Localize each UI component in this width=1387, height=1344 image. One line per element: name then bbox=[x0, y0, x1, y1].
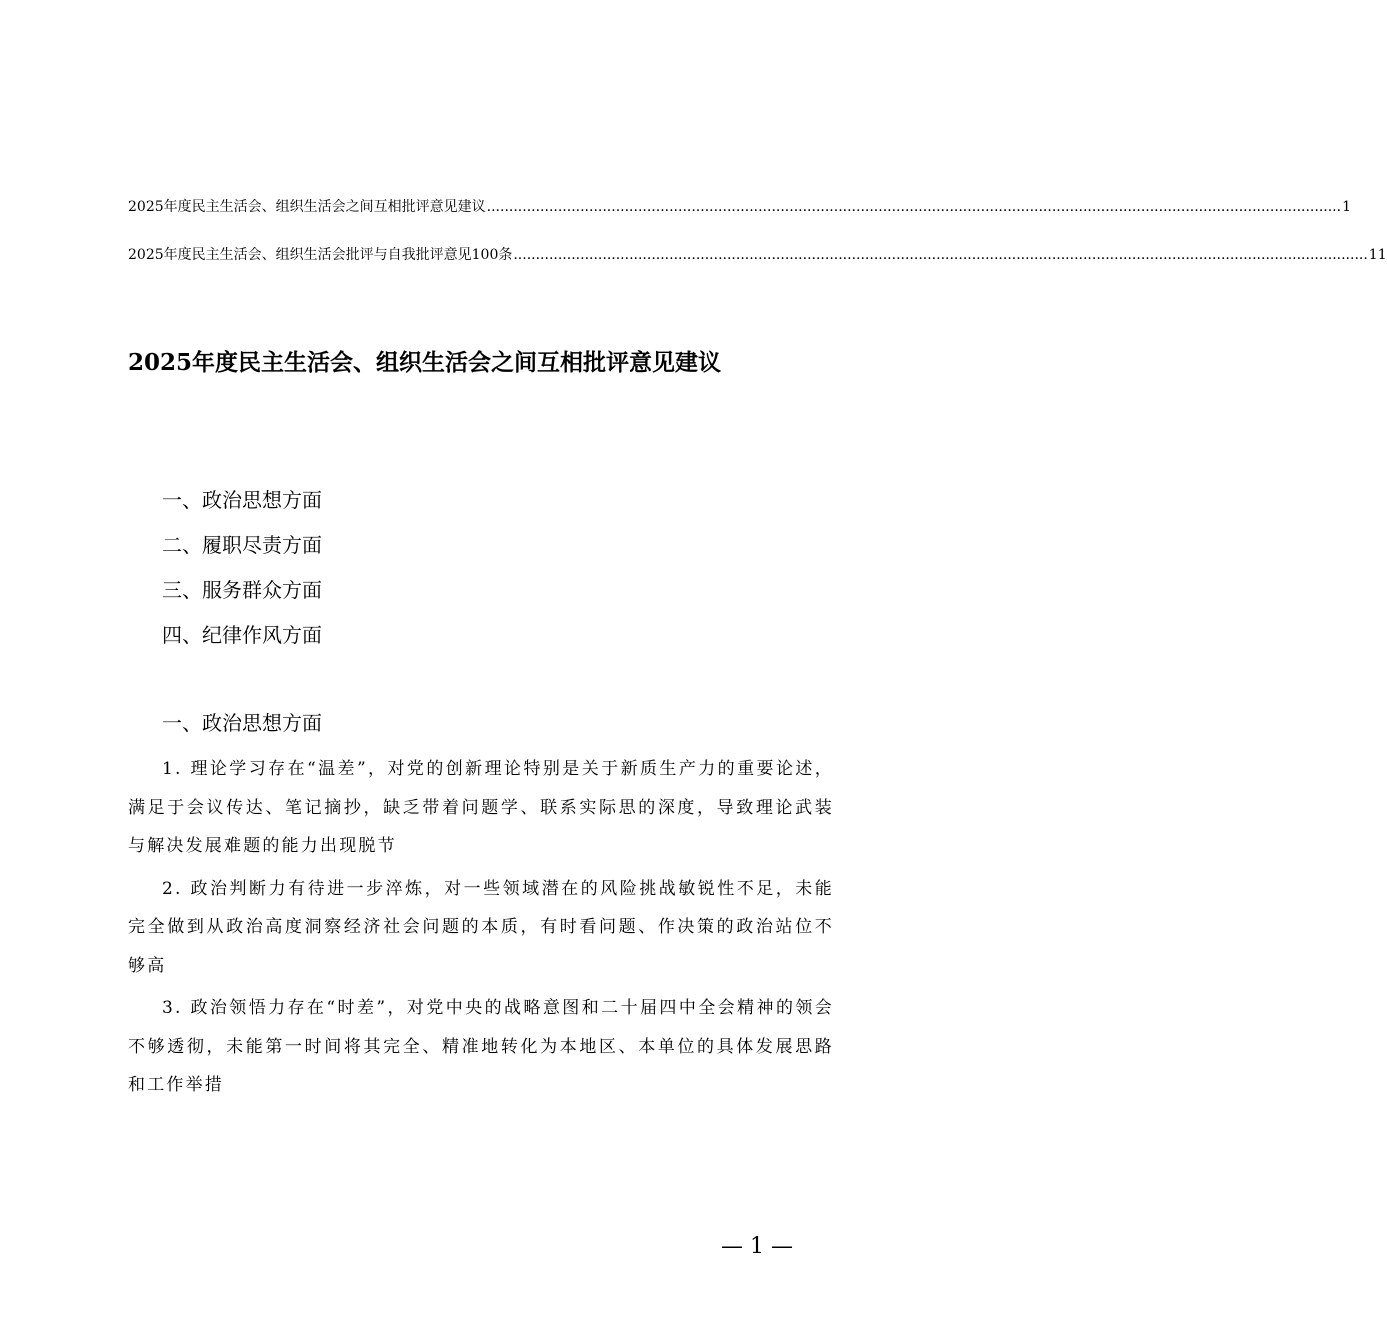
toc-entry-title: 2025年度民主生活会、组织生活会之间互相批评意见建议 bbox=[128, 199, 486, 215]
toc-entry-title: 2025年度民主生活会、组织生活会批评与自我批评意见100条 bbox=[128, 247, 513, 263]
toc-dot-leader: ................................................................................................................................................................................................ bbox=[513, 247, 1368, 263]
toc-page-number: 11 bbox=[1368, 247, 1387, 263]
outline-item: 二、履职尽责方面 bbox=[162, 533, 322, 557]
section-heading: 一、政治思想方面 bbox=[162, 711, 322, 735]
outline-item: 四、纪律作风方面 bbox=[162, 623, 322, 647]
toc-dot-leader: ................................................................................................................................................................................................ bbox=[486, 199, 1342, 215]
point-list bbox=[128, 750, 834, 1109]
point-paragraph: 2. 政治判断力有待进一步淬炼，对一些领域潜在的风险挑战敏锐性不足，未能完全做到从政治高度洞察经济社会问题的本质，有时看问题、作决策的政治站位不够高 bbox=[128, 878, 834, 976]
point-paragraph: 3. 政治领悟力存在“时差”，对党中央的战略意图和二十届四中全会精神的领会不够透彻，未能第一时间将其完全、精准地转化为本地区、本单位的具体发展思路和工作举措 bbox=[128, 998, 834, 1095]
page-number: — 1 — bbox=[721, 1234, 793, 1259]
toc-entry[interactable] bbox=[128, 245, 1387, 265]
outline-item: 一、政治思想方面 bbox=[162, 488, 322, 512]
outline-item: 三、服务群众方面 bbox=[162, 578, 322, 602]
document-title: 2025年度民主生活会、组织生活会之间互相批评意见建议 bbox=[128, 349, 722, 376]
outline-list bbox=[162, 484, 322, 664]
toc-page-number: 1 bbox=[1342, 199, 1351, 215]
toc-entry[interactable] bbox=[128, 197, 1351, 217]
point-paragraph: 1. 理论学习存在“温差”，对党的创新理论特别是关于新质生产力的重要论述，满足于会议传达、笔记摘抄，缺乏带着问题学、联系实际思的深度，导致理论武装与解决发展难题的能力出现脱节 bbox=[128, 759, 834, 856]
